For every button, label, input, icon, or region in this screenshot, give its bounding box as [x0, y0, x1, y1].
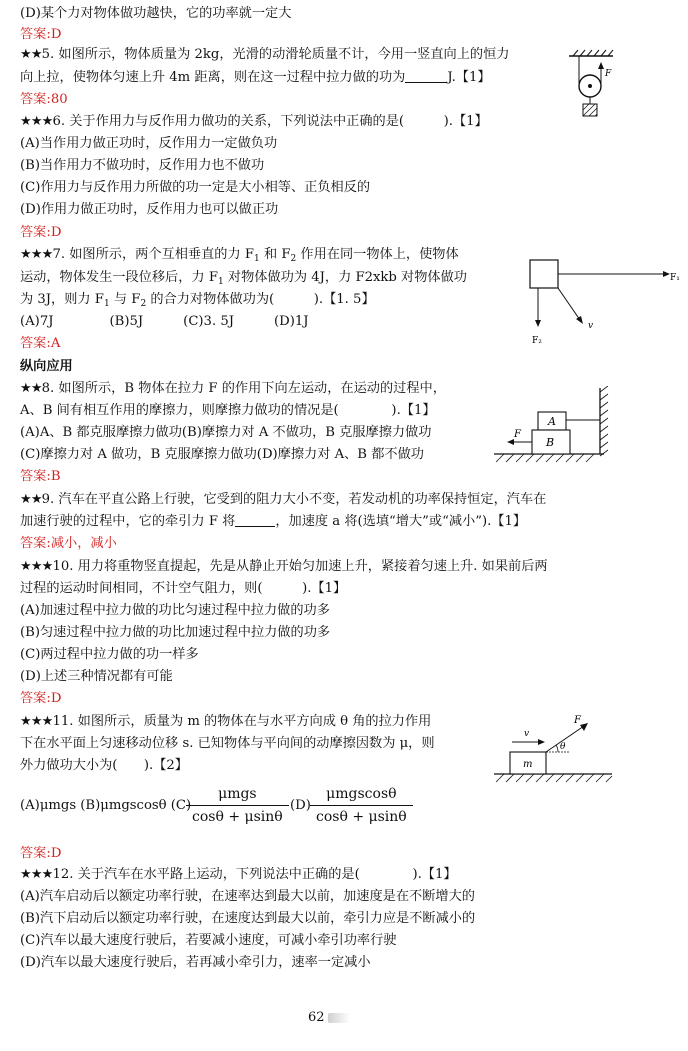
force-label: F	[574, 715, 581, 726]
q7-option-a: (A)7J	[20, 314, 54, 329]
q12-option-d: (D)汽车以最大速度行驶后，若再减小牵引力，速率一定减小	[20, 955, 371, 970]
q10-answer: 答案:D	[20, 691, 62, 706]
q10-stem-line1: ★★★10. 用力将重物竖直提起，先是从静止开始匀加速上升，紧接着匀速上升. 如果前后两	[20, 559, 548, 574]
q5-stem-line1: ★★5. 如图所示，物体质量为 2kg，光滑的动滑轮质量不计，今用一竖直向上的恒力	[20, 47, 510, 62]
q11-option-d-label: (D)	[290, 798, 311, 813]
velocity-label: v	[524, 729, 530, 739]
difficulty-stars: ★★	[20, 381, 42, 396]
difficulty-stars: ★★	[20, 47, 42, 62]
q9-stem-line1: ★★9. 汽车在平直公路上行驶，它受到的阻力大小不变，若发动机的功率保持恒定，汽车在	[20, 492, 547, 507]
q5-pulley-figure	[565, 48, 617, 124]
page-number-shadow	[328, 1013, 350, 1023]
q8-blocks-figure	[492, 386, 614, 464]
difficulty-stars: ★★★	[20, 247, 53, 262]
difficulty-stars: ★★★	[20, 867, 53, 882]
page-number: 62	[308, 1010, 325, 1025]
q9-stem-line2: 加速行驶的过程中，它的牵引力 F 将 ，加速度 a 将(选填“增大”或“减小”).【1】	[20, 514, 527, 529]
force-f2-label: F₂	[532, 336, 542, 346]
q6-option-a: (A)当作用力做正功时，反作用力一定做负功	[20, 136, 278, 151]
q7-option-c: (C)3. 5J	[183, 314, 235, 329]
force-label: F	[605, 69, 612, 79]
q7-stem-line2: 运动，物体发生一段位移后，力 $F_1$ 对物体做功为 4J，力 F2xkb 对物体做功	[20, 270, 467, 287]
q10-option-d: (D)上述三种情况都有可能	[20, 669, 173, 684]
q6-answer: 答案:D	[20, 225, 62, 240]
q11-options-ab: (A)μmgs (B)μmgscosθ (C)	[20, 798, 192, 813]
q8-options-ab: (A)A、B 都克服摩擦力做功(B)摩擦力对 A 不做功，B 克服摩擦力做功	[20, 425, 432, 440]
angle-label: θ	[560, 742, 566, 752]
difficulty-stars: ★★	[20, 492, 42, 507]
block-b-label: B	[546, 436, 555, 449]
q11-incline-pull-figure	[490, 712, 616, 784]
q12-option-a: (A)汽车启动后以额定功率行驶，在速率达到最大以前，加速度是在不断增大的	[20, 889, 475, 904]
q5-answer: 答案:80	[20, 92, 68, 107]
q11-answer: 答案:D	[20, 846, 62, 861]
mass-label: m	[523, 759, 533, 770]
q8-options-cd: (C)摩擦力对 A 做功，B 克服摩擦力做功(D)摩擦力对 A、B 都不做功	[20, 447, 424, 462]
q10-option-a: (A)加速过程中拉力做的功比匀速过程中拉力做的功多	[20, 603, 330, 618]
q8-stem-line2: A、B 间有相互作用的摩擦力，则摩擦力做功的情况是( ).【1】	[20, 403, 436, 418]
q12-stem: ★★★12. 关于汽车在水平路上运动，下列说法中正确的是( ).【1】	[20, 867, 457, 882]
q10-option-b: (B)匀速过程中拉力做的功比加速过程中拉力做的功多	[20, 625, 331, 640]
q11-stem-line2: 下在水平面上匀速移动位移 s. 已知物体与平向间的动摩擦因数为 μ，则	[20, 736, 435, 751]
difficulty-stars: ★★★	[20, 114, 53, 129]
q6-stem: ★★★6. 关于作用力与反作用力做功的关系，下列说法中正确的是( ).【1】	[20, 114, 488, 129]
q12-option-b: (B)汽下启动后以额定功率行驶，在速度达到最大以前，牵引力应是不断减小的	[20, 911, 476, 926]
q11-stem-line3: 外力做功大小为( ).【2】	[20, 758, 188, 773]
q11-option-c-fraction: μmgs cosθ + μsinθ	[186, 783, 289, 828]
q7-option-d: (D)1J	[274, 314, 309, 329]
q11-stem-line1: ★★★11. 如图所示，质量为 m 的物体在与水平方向成 θ 角的拉力作用	[20, 714, 432, 729]
q7-stem-line1: ★★★7. 如图所示，两个互相垂直的力 $F_1$ 和 $F_2$ 作用在同一物体上，使物体	[20, 247, 459, 264]
q4-option-d: (D)某个力对物体做功越快，它的功率就一定大	[20, 6, 292, 21]
answer-blank	[405, 68, 447, 83]
q4-answer: 答案:D	[20, 27, 62, 42]
q10-option-c: (C)两过程中拉力做的功一样多	[20, 647, 199, 662]
answer-blank	[235, 512, 275, 527]
force-f1-label: F₁	[670, 273, 680, 283]
q7-answer: 答案:A	[20, 336, 61, 351]
q6-option-b: (B)当作用力不做功时，反作用力也不做功	[20, 158, 265, 173]
q7-options	[20, 312, 309, 332]
velocity-label: v	[588, 321, 594, 331]
block-a-label: A	[548, 415, 556, 428]
q8-stem-line1: ★★8. 如图所示，B 物体在拉力 F 的作用下向左运动，在运动的过程中，	[20, 381, 446, 396]
q7-stem-line3: 为 3J，则力 $F_1$ 与 $F_2$ 的合力对物体做功为( ).【1. 5】	[20, 292, 375, 309]
q5-stem-line2: 向上拉，使物体匀速上升 4m 距离，则在这一过程中拉力做的功为 J.【1】	[20, 70, 491, 85]
q7-forces-figure	[520, 256, 680, 348]
q6-option-d: (D)作用力做正功时，反作用力也可以做正功	[20, 202, 279, 217]
q11-option-d-fraction: μmgscosθ cosθ + μsinθ	[310, 783, 413, 828]
q8-answer: 答案:B	[20, 469, 61, 484]
q10-stem-line2: 过程的运动时间相同，不计空气阻力，则( ).【1】	[20, 581, 347, 596]
q6-option-c: (C)作用力与反作用力所做的功一定是大小相等、正负相反的	[20, 180, 371, 195]
difficulty-stars: ★★★	[20, 559, 53, 574]
q7-option-b: (B)5J	[109, 314, 144, 329]
q9-answer: 答案:减小，减小	[20, 536, 117, 551]
section-heading: 纵向应用	[20, 359, 73, 374]
force-label: F	[514, 429, 521, 440]
difficulty-stars: ★★★	[20, 714, 53, 729]
q12-option-c: (C)汽车以最大速度行驶后，若要减小速度，可减小牵引功率行驶	[20, 933, 397, 948]
